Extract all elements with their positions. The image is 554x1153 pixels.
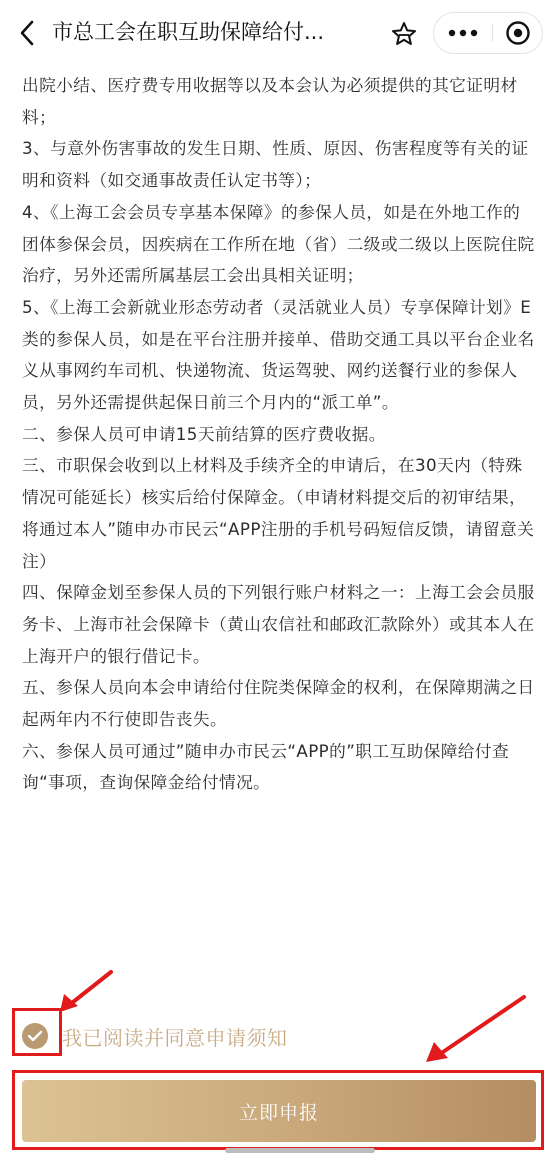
submit-application-button[interactable]: 立即申报 (22, 1080, 536, 1142)
notice-paragraph: 四、保障金划至参保人员的下列银行账户材料之一：上海工会会员服务卡、上海市社会保障卡（黄山农信社和邮政汇款除外）或其本人在上海开户的银行借记卡。 (22, 582, 535, 666)
notice-paragraph: 出院小结、医疗费专用收据等以及本会认为必须提供的其它证明材料； (22, 75, 518, 127)
annotation-arrow-icon (420, 992, 530, 1064)
more-button[interactable] (434, 13, 492, 53)
notice-paragraph: 二、参保人员可申请15天前结算的医疗费收据。 (22, 423, 386, 444)
more-dots-icon (448, 29, 478, 37)
notice-paragraph: 六、参保人员可通过”随申办市民云“APP的”职工互助保障给付查询“事项，查询保障金给付情况。 (22, 740, 510, 793)
close-mini-program-button[interactable] (493, 13, 542, 53)
page-title: 市总工会在职互助保障给付... (52, 20, 325, 44)
favorite-button[interactable] (386, 16, 422, 52)
navigation-bar (0, 0, 554, 66)
notice-paragraph: 4、《上海工会会员专享基本保障》的参保人员，如是在外地工作的团体参保会员，因疾病在工作所在地（省）二级或二级以上医院住院治疗，另外还需所属基层工会出具相关证明； (22, 201, 535, 286)
annotation-highlight-box (12, 1008, 62, 1056)
chevron-left-icon (19, 19, 35, 47)
notice-paragraph: 5、《上海工会新就业形态劳动者（灵活就业人员）专享保障计划》E类的参保人员，如是在平台注册并接单、借助交通工具以平台企业名义从事网约车司机、快递物流、货运驾驶、网约送餐行业的参保人员，另外还需提供起保日前三个月内的“派工单”。 (22, 296, 535, 413)
notice-paragraph: 五、参保人员向本会申请给付住院类保障金的权利，在保障期满之日起两年内不行使即告丧失。 (22, 677, 535, 730)
back-button[interactable] (10, 14, 44, 52)
target-circle-icon (505, 20, 531, 46)
agreement-label: 我已阅读并同意申请须知 (62, 1025, 288, 1050)
notice-paragraph: 三、市职保会收到以上材料及手续齐全的申请后，在30天内（特殊情况可能延长）核实后给付保障金。（申请材料提交后的初审结果，将通过本人”随申办市民云“APP注册的手机号码短信反馈，请留意关注） (22, 455, 535, 571)
application-notice (22, 70, 537, 799)
annotation-arrow-icon (56, 968, 116, 1014)
home-indicator (225, 1148, 375, 1153)
notice-paragraph: 3、与意外伤害事故的发生日期、性质、原因、伤害程度等有关的证明和资料（如交通事故责任认定书等）； (22, 138, 529, 191)
star-icon (390, 20, 418, 48)
mini-program-capsule (433, 12, 543, 54)
